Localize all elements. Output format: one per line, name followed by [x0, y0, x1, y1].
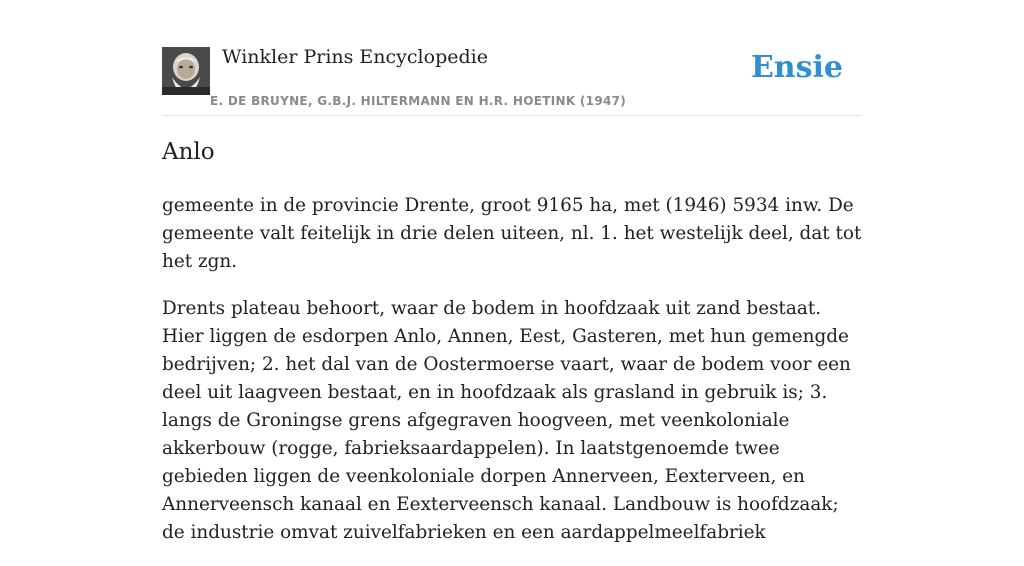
authors-line: E. DE BRUYNE, G.B.J. HILTERMANN EN H.R. HOETINK (1947)	[210, 94, 627, 108]
site-title-link[interactable]: Winkler Prins Encyclopedie	[222, 46, 488, 68]
page-header	[162, 0, 862, 116]
entry-paragraph: Drents plateau behoort, waar de bodem in hoofdzaak uit zand bestaat. Hier liggen de esdorpen Anlo, Annen, Eest, Gasteren, met hun gemengde bedrijven; 2. het dal van de Oostermoerse vaart, waar de bodem voor een deel uit laagveen bestaat, en in hoofdzaak als grasland in gebruik is; 3. langs de Groningse grens afgegraven hoogveen, met veenkoloniale akkerbouw (rogge, fabrieksaardappelen). In laatstgenoemde twee gebieden liggen de veenkoloniale dorpen Annerveen, Eexterveen, en Annerveensch kanaal en Eexterveensch kanaal. Landbouw is hoofdzaak; de industrie omvat zuivelfabrieken en een aardappelmeelfabriek	[162, 298, 851, 543]
article-page	[162, 0, 862, 543]
ensie-logo-link[interactable]: Ensie	[750, 50, 843, 85]
entry-body	[162, 192, 862, 566]
entry-paragraph: gemeente in de provincie Drente, groot 9165 ha, met (1946) 5934 inw. De gemeente valt feitelijk in drie delen uiteen, nl. 1. het westelijk deel, dat tot het zgn.	[162, 195, 862, 272]
entry-title: Anlo	[162, 139, 215, 165]
author-portrait-icon[interactable]	[162, 47, 210, 95]
